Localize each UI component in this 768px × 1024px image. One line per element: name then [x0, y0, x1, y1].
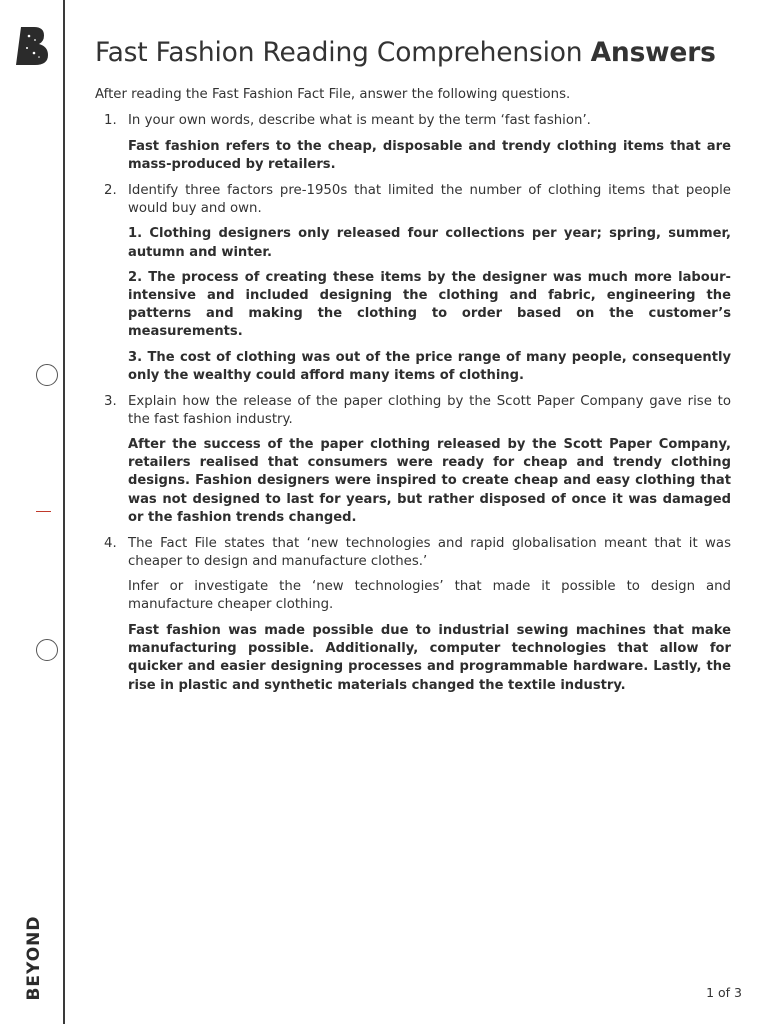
question-number: 2. [104, 183, 117, 199]
answer-text: 1. Clothing designers only released four collections per year; spring, summer, autumn and winter. [128, 226, 731, 260]
intro-text: After reading the Fast Fashion Fact File, answer the following questions. [95, 87, 571, 102]
question-text: Explain how the release of the paper clothing by the Scott Paper Company gave rise to the fast fashion industry. [128, 394, 731, 428]
page-number: 1 of 3 [706, 985, 742, 1000]
answer-text: 3. The cost of clothing was out of the price range of many people, consequently only the wealthy could afford many items of clothing. [128, 349, 731, 383]
binder-hole-bottom [36, 639, 58, 661]
question-item-3 [95, 393, 731, 527]
question-number: 4. [104, 536, 117, 552]
margin-rule [63, 0, 65, 1024]
brand-wordmark: BEYOND [24, 915, 44, 1001]
page-title [95, 34, 731, 72]
answer-text: Fast fashion was made possible due to industrial sewing machines that make manufacturing possible. Additionally, computer technologies that allow for quicker and easier designing processes and programmable hardware. Lastly, the rise in plastic and synthetic materials changed the textile industry. [128, 623, 731, 693]
fold-mark [36, 511, 51, 512]
document-body [95, 34, 731, 695]
beyond-b-logo-icon [16, 26, 50, 66]
question-text: The Fact File states that ‘new technologies and rapid globalisation meant that it was cheaper to design and manufacture clothes.’ [128, 536, 731, 570]
binder-hole-top [36, 364, 58, 386]
question-list [95, 112, 731, 695]
answer-text: After the success of the paper clothing released by the Scott Paper Company, retailers realised that consumers were ready for cheap and trendy clothing designs. Fashion designers were inspired to create cheap and easy clothing that was not designed to last for years, but rather disposed of once it was damaged or the fashion trends changed. [128, 437, 731, 525]
title-main: Fast Fashion Reading Comprehension [95, 37, 583, 68]
question-item-2 [95, 182, 731, 385]
answer-text: 2. The process of creating these items by the designer was much more labour-intensive and included designing the clothing and fabric, engineering the patterns and making the clothing to order based on the customer’s measurements. [128, 269, 731, 340]
question-number: 3. [104, 394, 117, 410]
title-emphasis: Answers [590, 37, 716, 68]
question-text: Identify three factors pre-1950s that limited the number of clothing items that people would buy and own. [128, 183, 731, 217]
question-text: In your own words, describe what is meant by the term ‘fast fashion’. [128, 113, 591, 128]
question-number: 1. [104, 113, 117, 128]
question-item-4 [95, 535, 731, 695]
answer-text: Fast fashion refers to the cheap, disposable and trendy clothing items that are mass-produced by retailers. [128, 139, 731, 173]
question-item-1 [95, 112, 731, 174]
question-subtext: Infer or investigate the ‘new technologies’ that made it possible to design and manufacture cheaper clothing. [128, 579, 731, 613]
